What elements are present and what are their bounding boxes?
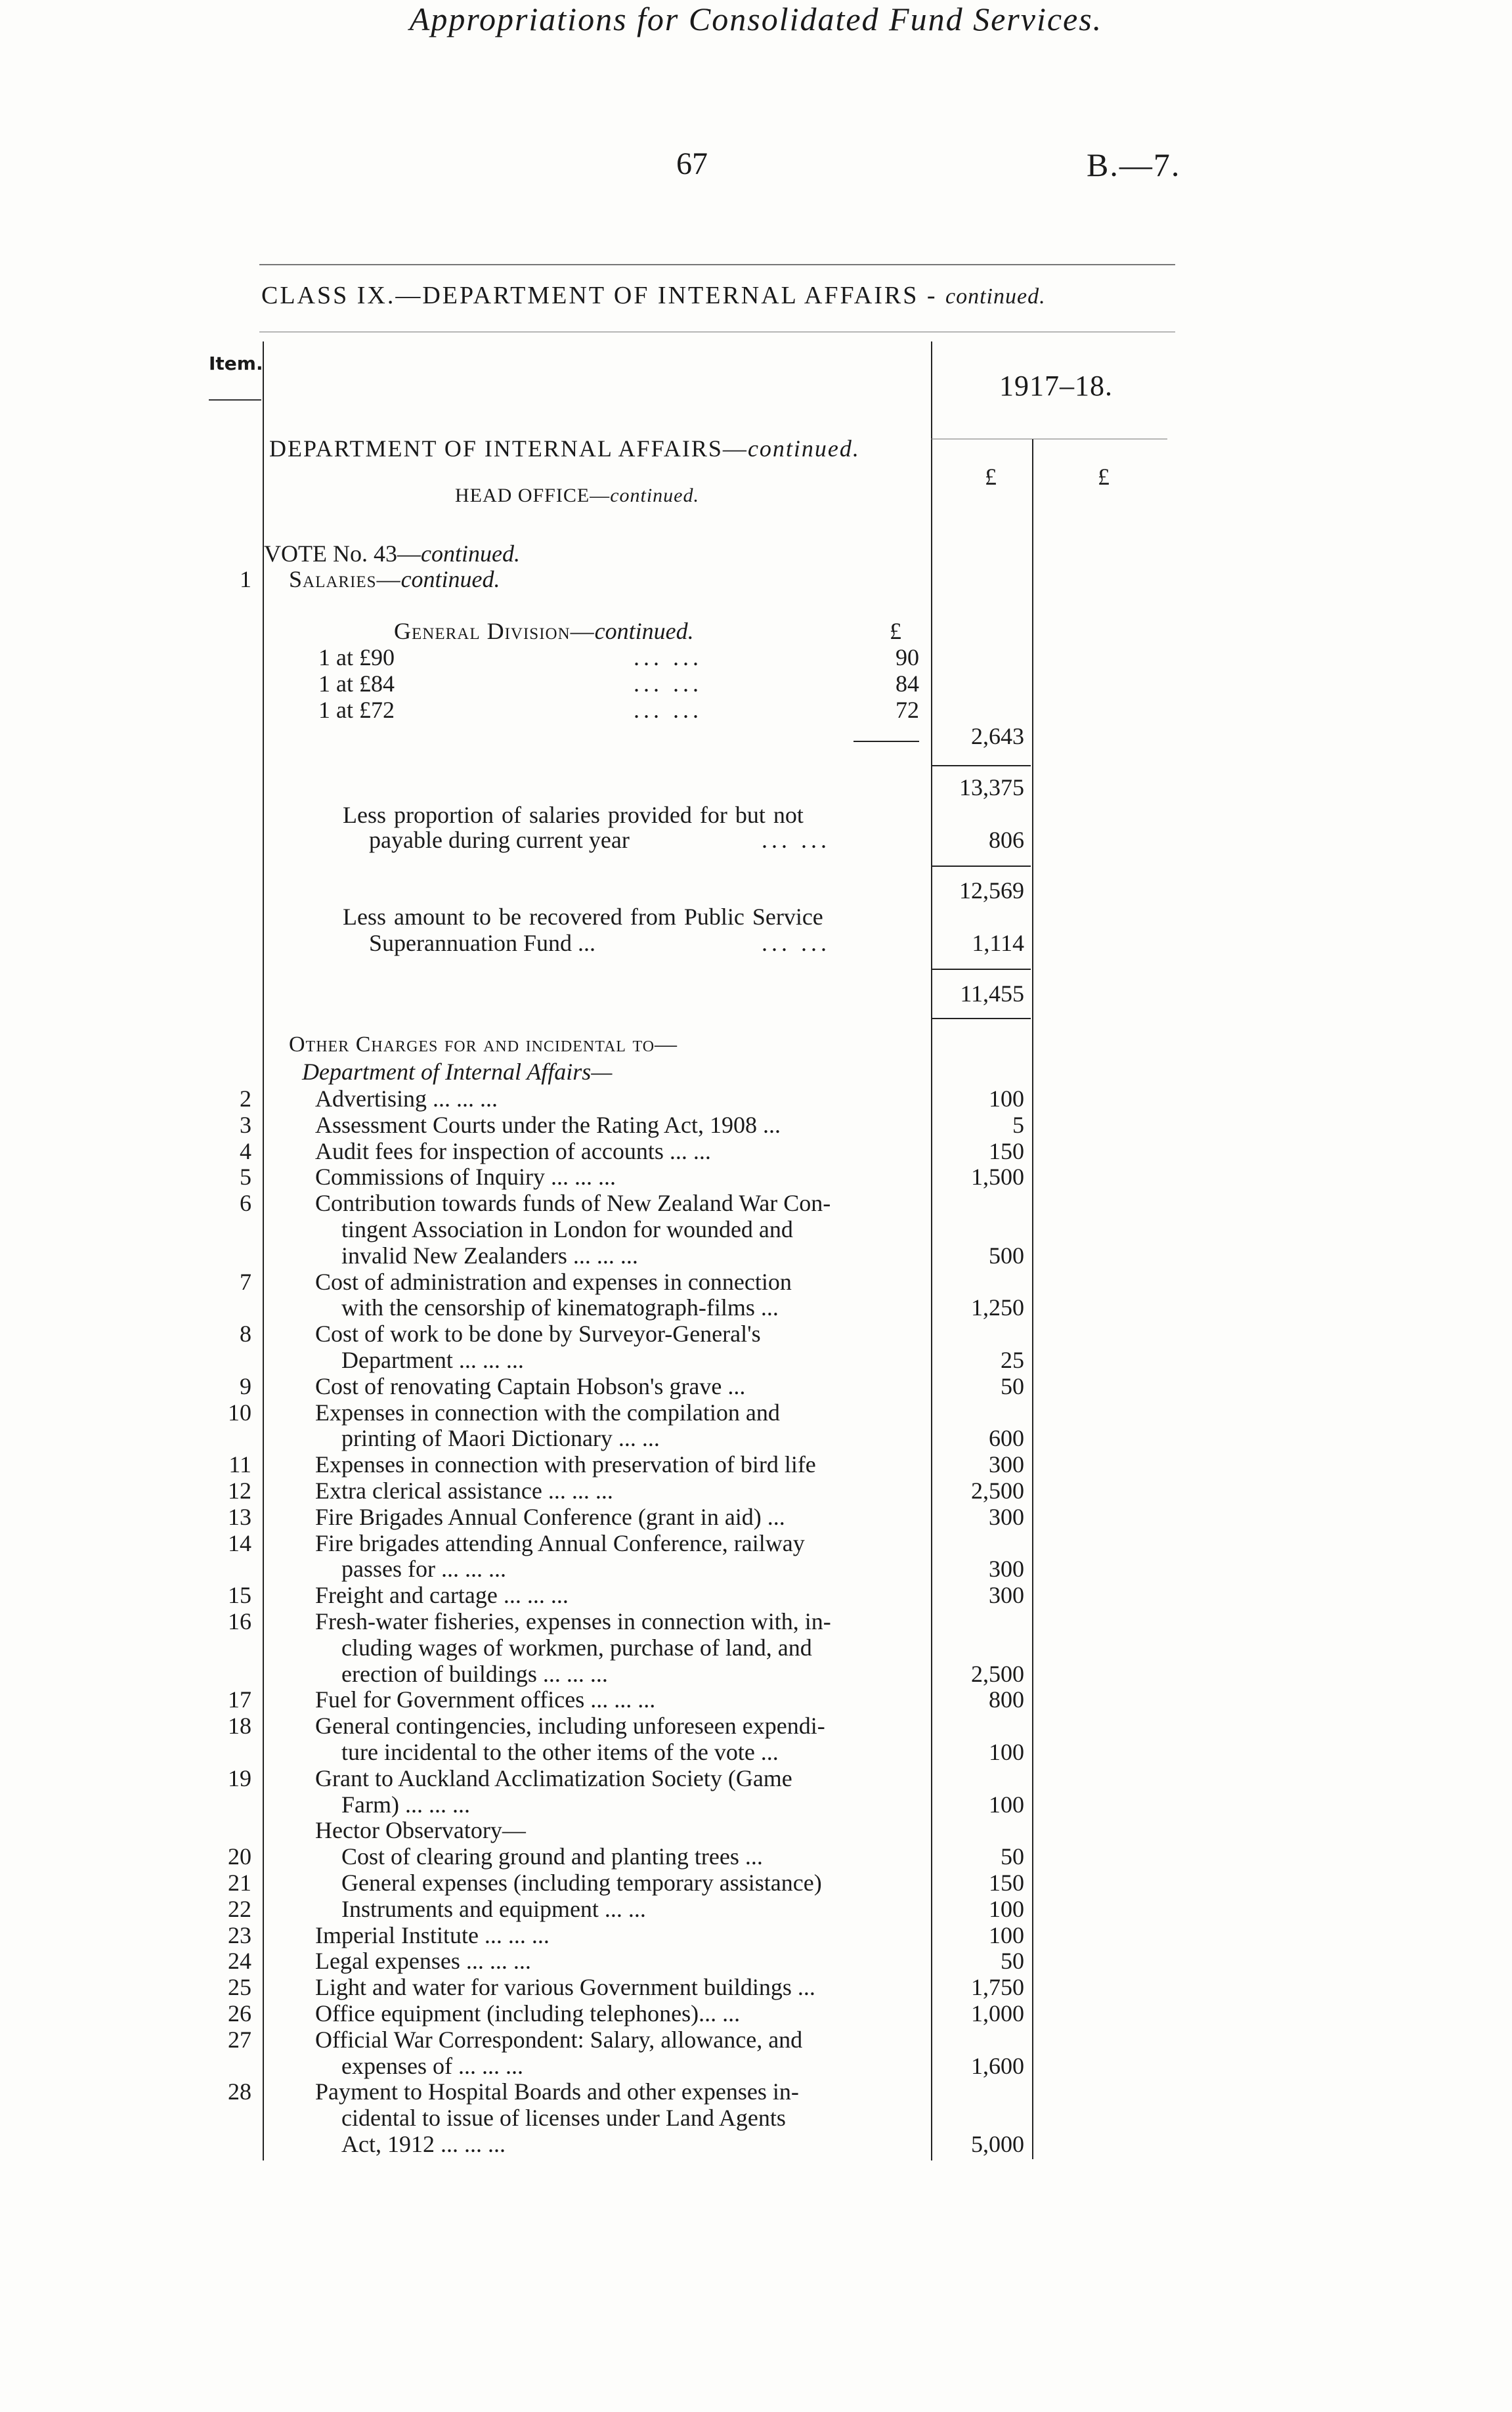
item-header-rule xyxy=(209,399,261,401)
charge-amount: 300 xyxy=(989,1556,1024,1583)
charge-item-number: 27 xyxy=(228,2026,251,2053)
charge-row-line xyxy=(0,1451,1512,1477)
salary-row-dots: ... ... xyxy=(634,670,702,697)
charge-row-line xyxy=(0,2078,1512,2104)
charge-amount: 150 xyxy=(989,1870,1024,1896)
charge-item-number: 8 xyxy=(240,1321,251,1348)
charge-description: Department ... ... ... xyxy=(341,1347,524,1373)
charge-row-line xyxy=(0,1921,1512,1948)
charge-row-line xyxy=(0,2052,1512,2078)
less-value: 1,114 xyxy=(972,930,1024,956)
charge-item-number: 22 xyxy=(228,1895,251,1922)
head-office-text: HEAD OFFICE— xyxy=(455,485,611,506)
charge-row-line xyxy=(0,1686,1512,1712)
charge-description: General contingencies, including unforeseen expendi- xyxy=(315,1713,825,1740)
charge-item-number: 4 xyxy=(240,1137,251,1164)
charge-description: erection of buildings ... ... ... xyxy=(341,1660,608,1687)
charge-description: General expenses (including temporary assistance) xyxy=(341,1870,822,1896)
charge-row-line xyxy=(0,1111,1512,1137)
charge-description: Instruments and equipment ... ... xyxy=(341,1895,646,1922)
charge-description: Payment to Hospital Boards and other expenses in- xyxy=(315,2078,799,2105)
charge-row-line xyxy=(0,1477,1512,1503)
less-value: 806 xyxy=(989,827,1024,853)
page-number: 67 xyxy=(676,146,708,181)
charge-item-number: 21 xyxy=(228,1870,251,1896)
charge-amount: 25 xyxy=(1001,1347,1024,1373)
charge-amount: 100 xyxy=(989,1895,1024,1922)
charge-description: with the censorship of kinematograph-films ... xyxy=(341,1294,779,1321)
charge-amount: 100 xyxy=(989,1791,1024,1818)
charge-description: Extra clerical assistance ... ... ... xyxy=(315,1478,613,1504)
charge-description: Fuel for Government offices ... ... ... xyxy=(315,1686,656,1713)
charge-description: invalid New Zealanders ... ... ... xyxy=(341,1242,638,1269)
charge-description: Fire brigades attending Annual Conference, railway xyxy=(315,1529,805,1556)
charge-description: tingent Association in London for wounded and xyxy=(341,1216,793,1242)
charge-amount: 1,500 xyxy=(971,1164,1024,1191)
charge-amount: 100 xyxy=(989,1739,1024,1765)
charge-description: Fresh-water fisheries, expenses in connection with, in- xyxy=(315,1608,831,1634)
salary-row-label: 1 at £72 xyxy=(318,697,395,723)
charge-description: Light and water for various Government buildings ... xyxy=(315,1974,815,2001)
charge-description: Act, 1912 ... ... ... xyxy=(341,2131,506,2157)
charge-item-number: 28 xyxy=(228,2078,251,2105)
salary-row-value: 72 xyxy=(896,697,919,723)
vote-text: VOTE No. 43— xyxy=(264,540,421,567)
charge-description: Hector Observatory— xyxy=(315,1817,526,1844)
salary-row-value: 90 xyxy=(896,644,919,670)
charge-item-number: 10 xyxy=(228,1399,251,1426)
charge-item-number: 23 xyxy=(228,1921,251,1948)
department-heading xyxy=(269,435,860,462)
charge-row-line xyxy=(0,1608,1512,1634)
charge-row-line xyxy=(0,1738,1512,1765)
less-line: payable during current year xyxy=(369,827,630,853)
charge-item-number: 26 xyxy=(228,2000,251,2027)
less-line: Superannuation Fund ... xyxy=(369,930,595,956)
charge-amount: 50 xyxy=(1001,1948,1024,1975)
header-rule xyxy=(259,264,1175,265)
charge-description: Office equipment (including telephones)... ... xyxy=(315,2000,741,2027)
less-line: Less proportion of salaries provided for but not xyxy=(343,802,804,828)
charge-amount: 1,000 xyxy=(971,2000,1024,2027)
salaries-item-number: 1 xyxy=(240,566,251,592)
subtotal-rule xyxy=(932,969,1031,970)
charge-description: passes for ... ... ... xyxy=(341,1556,506,1583)
charge-row-line xyxy=(0,1816,1512,1843)
general-division-text: General Division— xyxy=(394,618,595,644)
charge-amount: 600 xyxy=(989,1425,1024,1452)
charge-row-line xyxy=(0,1634,1512,1660)
charge-row-line xyxy=(0,1581,1512,1608)
other-charges-heading: Other Charges for and incidental to— xyxy=(289,1032,678,1057)
general-division-heading xyxy=(394,617,694,645)
class-title-text: CLASS IX.—DEPARTMENT OF INTERNAL AFFAIRS xyxy=(261,282,919,309)
charge-row-line xyxy=(0,1242,1512,1268)
charge-description: Expenses in connection with the compilation and xyxy=(315,1399,780,1426)
charge-row-line xyxy=(0,1869,1512,1895)
salary-row-value: 84 xyxy=(896,670,919,697)
charge-item-number: 24 xyxy=(228,1948,251,1975)
charge-row-line xyxy=(0,1712,1512,1738)
charge-description: Farm) ... ... ... xyxy=(341,1791,470,1818)
charge-row-line xyxy=(0,1137,1512,1164)
less-dots: ... ... xyxy=(762,827,831,853)
charge-description: Cost of work to be done by Surveyor-General's xyxy=(315,1321,761,1348)
charge-item-number: 14 xyxy=(228,1529,251,1556)
charge-description: Official War Correspondent: Salary, allowance, and xyxy=(315,2026,803,2053)
general-division-continued: continued. xyxy=(594,618,694,644)
division-total: 2,643 xyxy=(971,723,1024,749)
charge-description: cidental to issue of licenses under Land Agents xyxy=(341,2105,786,2132)
charge-row-line xyxy=(0,1843,1512,1869)
charge-row-line xyxy=(0,1085,1512,1111)
charge-amount: 300 xyxy=(989,1451,1024,1478)
department-heading-text: DEPARTMENT OF INTERNAL AFFAIRS— xyxy=(269,435,748,462)
head-office-continued: continued. xyxy=(610,485,699,506)
less-dots: ... ... xyxy=(762,930,831,956)
charge-amount: 500 xyxy=(989,1242,1024,1269)
vote-heading xyxy=(264,540,520,567)
charge-description: Commissions of Inquiry ... ... ... xyxy=(315,1164,616,1191)
charge-description: expenses of ... ... ... xyxy=(341,2052,523,2079)
charge-item-number: 16 xyxy=(228,1608,251,1634)
charge-row-line xyxy=(0,2000,1512,2026)
salary-row-label: 1 at £84 xyxy=(318,670,395,697)
charge-description: Fire Brigades Annual Conference (grant in aid) ... xyxy=(315,1503,785,1530)
charge-row-line xyxy=(0,1529,1512,1556)
charge-description: Contribution towards funds of New Zealand War Con- xyxy=(315,1190,831,1217)
charge-row-line xyxy=(0,1372,1512,1399)
charge-amount: 2,500 xyxy=(971,1478,1024,1504)
charge-description: Advertising ... ... ... xyxy=(315,1085,498,1112)
charge-description: Expenses in connection with preservation of bird life xyxy=(315,1451,816,1478)
charge-description: Assessment Courts under the Rating Act, 1908 ... xyxy=(315,1111,781,1138)
subtotal-rule xyxy=(932,765,1031,766)
charge-amount: 100 xyxy=(989,1085,1024,1112)
department-heading-continued: continued. xyxy=(747,435,860,462)
charge-row-line xyxy=(0,1791,1512,1817)
subtotal-3: 11,455 xyxy=(960,980,1024,1007)
year-header: 1917–18. xyxy=(999,370,1113,402)
charge-row-line xyxy=(0,1189,1512,1216)
charge-description: ture incidental to the other items of the vote ... xyxy=(341,1739,779,1765)
charge-row-line xyxy=(0,2104,1512,2130)
charge-item-number: 18 xyxy=(228,1713,251,1740)
charge-row-line xyxy=(0,2026,1512,2052)
charge-row-line xyxy=(0,1320,1512,1346)
amount-unit-2: £ xyxy=(1098,464,1110,490)
charge-item-number: 20 xyxy=(228,1843,251,1870)
charge-amount: 100 xyxy=(989,1921,1024,1948)
charge-item-number: 25 xyxy=(228,1974,251,2001)
charge-row-line xyxy=(0,1216,1512,1242)
charge-description: Freight and cartage ... ... ... xyxy=(315,1582,569,1609)
charge-amount: 50 xyxy=(1001,1372,1024,1399)
subtotal-rule xyxy=(932,1018,1031,1019)
charge-description: Cost of clearing ground and planting trees ... xyxy=(341,1843,763,1870)
charge-row-line xyxy=(0,1895,1512,1921)
salaries-continued: continued. xyxy=(400,566,500,592)
charge-row-line xyxy=(0,1268,1512,1294)
subtotal-2: 12,569 xyxy=(959,877,1024,904)
charge-item-number: 17 xyxy=(228,1686,251,1713)
charge-item-number: 6 xyxy=(240,1190,251,1217)
charge-row-line xyxy=(0,1346,1512,1372)
charge-item-number: 3 xyxy=(240,1111,251,1138)
charge-row-line xyxy=(0,1765,1512,1791)
charge-item-number: 11 xyxy=(228,1451,251,1478)
charge-row-line xyxy=(0,1294,1512,1320)
charge-amount: 1,600 xyxy=(971,2052,1024,2079)
charge-item-number: 5 xyxy=(240,1164,251,1191)
less-line: Less amount to be recovered from Public Service xyxy=(343,904,823,930)
charge-amount: 300 xyxy=(989,1582,1024,1609)
salary-row-dots: ... ... xyxy=(634,697,702,723)
charge-description: cluding wages of workmen, purchase of land, and xyxy=(341,1634,812,1661)
head-office-heading xyxy=(455,485,699,507)
salaries-text: Salaries— xyxy=(289,566,401,592)
charge-amount: 5 xyxy=(1012,1111,1024,1138)
charge-amount: 1,750 xyxy=(971,1974,1024,2001)
vote-continued: continued. xyxy=(420,540,520,567)
page-title: Appropriations for Consolidated Fund Services. xyxy=(409,1,1103,37)
charge-item-number: 12 xyxy=(228,1478,251,1504)
general-division-unit: £ xyxy=(890,618,901,644)
salary-row-dots: ... ... xyxy=(634,644,702,670)
charge-description: Cost of renovating Captain Hobson's grave ... xyxy=(315,1372,746,1399)
charge-description: Legal expenses ... ... ... xyxy=(315,1948,531,1975)
charge-description: Cost of administration and expenses in connection xyxy=(315,1268,792,1295)
charge-item-number: 9 xyxy=(240,1372,251,1399)
charge-item-number: 13 xyxy=(228,1503,251,1530)
charge-amount: 5,000 xyxy=(971,2131,1024,2157)
charge-row-line xyxy=(0,1163,1512,1189)
item-column-header: Item. xyxy=(209,353,263,374)
salaries-heading xyxy=(289,565,500,593)
class-title: CLASS IX.—DEPARTMENT OF INTERNAL AFFAIRS - continued. xyxy=(261,282,1046,309)
charge-row-line xyxy=(0,1973,1512,2000)
charge-row-line xyxy=(0,1660,1512,1686)
charge-amount: 150 xyxy=(989,1137,1024,1164)
subtotal-rule xyxy=(932,866,1031,867)
charge-item-number: 2 xyxy=(240,1085,251,1112)
charge-row-line xyxy=(0,2130,1512,2157)
charge-description: Imperial Institute ... ... ... xyxy=(315,1921,550,1948)
charge-amount: 300 xyxy=(989,1503,1024,1530)
charge-amount: 50 xyxy=(1001,1843,1024,1870)
charge-row-line xyxy=(0,1399,1512,1425)
charge-description: Grant to Auckland Acclimatization Society (Game xyxy=(315,1765,792,1791)
charge-item-number: 7 xyxy=(240,1268,251,1295)
charge-amount: 1,250 xyxy=(971,1294,1024,1321)
document-reference: B.—7. xyxy=(1087,146,1181,183)
charge-amount: 800 xyxy=(989,1686,1024,1713)
charge-row-line xyxy=(0,1424,1512,1451)
subtotal-1: 13,375 xyxy=(959,774,1024,800)
division-sum-rule xyxy=(853,741,919,742)
charge-description: printing of Maori Dictionary ... ... xyxy=(341,1425,660,1452)
class-title-continued: continued. xyxy=(945,284,1046,309)
charge-row-line xyxy=(0,1947,1512,1973)
charge-description: Audit fees for inspection of accounts ... ... xyxy=(315,1137,711,1164)
amount-unit-1: £ xyxy=(985,464,997,490)
charge-item-number: 15 xyxy=(228,1582,251,1609)
other-charges-subheading: Department of Internal Affairs— xyxy=(302,1059,613,1085)
charge-item-number: 19 xyxy=(228,1765,251,1791)
charge-row-line xyxy=(0,1503,1512,1529)
salary-row-label: 1 at £90 xyxy=(318,644,395,670)
charge-amount: 2,500 xyxy=(971,1660,1024,1687)
charge-row-line xyxy=(0,1555,1512,1581)
